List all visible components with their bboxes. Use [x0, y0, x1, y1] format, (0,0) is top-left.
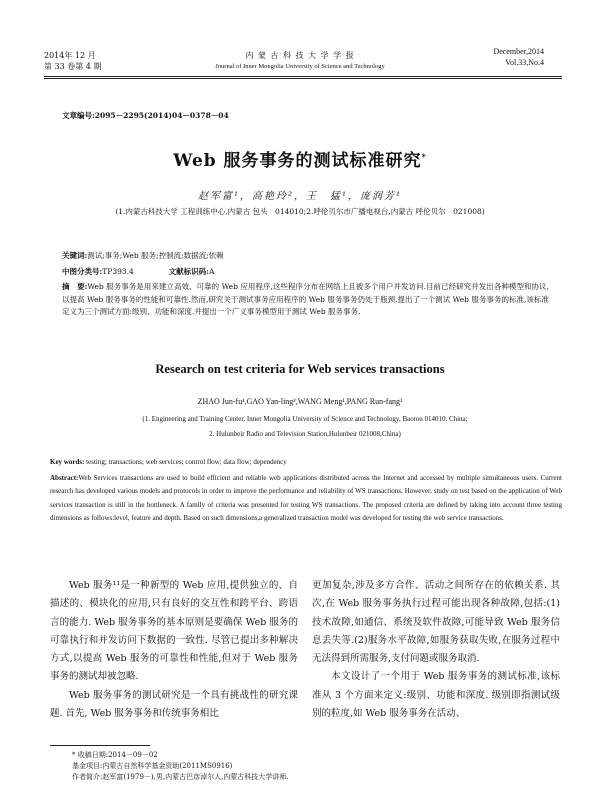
journal-name-cn: 内 蒙 古 科 技 大 学 学 报 [245, 51, 355, 60]
body-paragraph: Web 服务¹¹是一种新型的 Web 应用,提供独立的、自描述的、模块化的应用,只有良好的交互性和跨平台、跨语言的能力. Web 服务事务的基本原则是要确保 Web 服务的可靠执行和并发访问下数据的一致性. 尽管已提出多种解决方式,以提高 Web 服务的可靠性和性能,但对于 Web 服务事务的测试却被忽略. [50, 580, 298, 683]
affiliation-en [70, 412, 540, 442]
body-paragraph: 更加复杂,涉及多方合作、活动之间所存在的依赖关系. 其次,在 Web 服务事务执行过程可能出现各种故障,包括:(1)技术故障,如通信、系统及软件故障,可能导致 Web 服务信息丢失等.(2)服务水平故障,如服务获取失败,在服务过程中无法得到所需服务,支付问题或服务取消. [312, 580, 560, 665]
affiliation-cn: (1.内蒙古科技大学 工程训练中心,内蒙古 包头 014010;2.呼伦贝尔市广播电视台,内蒙古 呼伦贝尔 021008) [115, 207, 485, 216]
footnote-received-text: 收稿日期:2014－09－02 [77, 751, 158, 759]
abstract-en-label: Abstract: [50, 474, 79, 482]
abstract-cn-label: 摘 要: [62, 282, 88, 291]
keywords-en [50, 458, 560, 466]
abstract-en [50, 472, 562, 525]
footnote-received [72, 750, 289, 761]
footnote-fund: 基金项目:内蒙古自然科学基金资助(2011MS0916) [72, 762, 233, 770]
title-cn [0, 146, 600, 171]
footnote-author: 作者简介:赵军富(1979－),男,内蒙古巴彦淖尔人,内蒙古科技大学讲师. [72, 773, 289, 781]
clc-label: 中图分类号: [62, 267, 103, 276]
classification [62, 266, 214, 277]
authors-en: ZHAO Jun-fu¹,GAO Yan-ling²,WANG Meng¹,PANG Run-fang¹ [197, 397, 403, 406]
article-number: 文章编号:2095－2295(2014)04－0378－04 [62, 111, 229, 120]
header-rule [44, 76, 562, 77]
title-footnote-mark: * [421, 151, 427, 162]
body-paragraph: Web 服务事务的测试研究是一个具有挑战性的研究课题. 首先, Web 服务事务和传统事务相比 [50, 689, 298, 720]
header-center [180, 50, 420, 72]
header-volume-en: Vol.33,No.4 [505, 58, 544, 67]
header-right [493, 46, 544, 68]
doc-code-value: A [208, 267, 215, 276]
footnotes [72, 750, 289, 783]
keywords-en-text: testing; transactions; web services; control flow; data flow; dependency [86, 458, 287, 466]
journal-name-en: Journal of Inner Mongolia University of Science and Technology [215, 63, 385, 70]
affiliation-en-line1: (1. Engineering and Training Center, Inner Mongolia University of Science and Technology, Baotou 014010, China; [142, 415, 468, 423]
body-paragraph: 本文设计了一个用于 Web 服务事务的测试标准,该标准从 3 个方面来定义:级别、功能和深度. 级别即指测试级别的粒度,如 Web 服务事务在活动、 [312, 671, 560, 720]
keywords-en-label: Key words: [50, 458, 85, 466]
header-date-en: December,2014 [493, 47, 544, 56]
header-rule-second [44, 78, 562, 79]
abstract-cn-text: Web 服务事务是用来建立高效、可靠的 Web 应用程序,这些程序分布在网络上且被多个用户并发访问.目前已经研究并发出各种模型和协议,以提高 Web 服务事务的性能和可靠性.然而,研究关于测试事务应用程序的 Web 服务事务仍处于瓶颈.提出了一个测试 Web 服务事务的标准,该标准定义为三个测试方面:级别、功能和深度.并提出一个广义事务模型用于测试 Web 服务事务. [62, 282, 549, 317]
keywords-cn-text: 测试;事务;Web 服务;控制流;数据流;依赖 [87, 251, 224, 260]
authors-cn: 赵军富¹，高艳玲²，王 猛¹，庞润芳¹ [197, 191, 403, 202]
title-cn-text: Web 服务事务的测试标准研究 [173, 151, 422, 171]
affiliation-en-line2: 2. Hulunbeir Radio and Television Station,Hulunbeir 021008,China) [209, 430, 401, 438]
footnote-rule [50, 745, 150, 746]
abstract-en-text: Web Services transactions are used to build efficient and reliable web applications distributed across the Internet and accessed by multiple simultaneous users. Current research has developed various models and protocols in order to improve the performance and reliability of WS transactions. However, study on test based on the application of Web services transaction is still in the bottleneck. A family of criteria was presented for testing WS transactions. The proposed criteria are defined by taking into account three testing dimensions as follows:level, feature and depth. Based on such dimensions,a generalized transaction model was developed for testing the web service transactions. [50, 474, 562, 522]
body-column-right [312, 577, 560, 723]
body-column-left [50, 577, 298, 723]
header-volume: 第 33 卷第 4 期 [44, 62, 102, 71]
title-en: Research on test criteria for Web services transactions [155, 362, 445, 376]
footnote-star: * [72, 751, 78, 759]
header-left [44, 50, 101, 72]
keywords-cn-label: 关键词: [62, 251, 88, 260]
abstract-cn [62, 281, 549, 319]
header-date: 2014年 12 月 [44, 51, 96, 60]
doc-code-label: 文献标识码: [168, 267, 209, 276]
keywords-cn [62, 250, 224, 261]
clc-value: TP393.4 [102, 267, 134, 276]
